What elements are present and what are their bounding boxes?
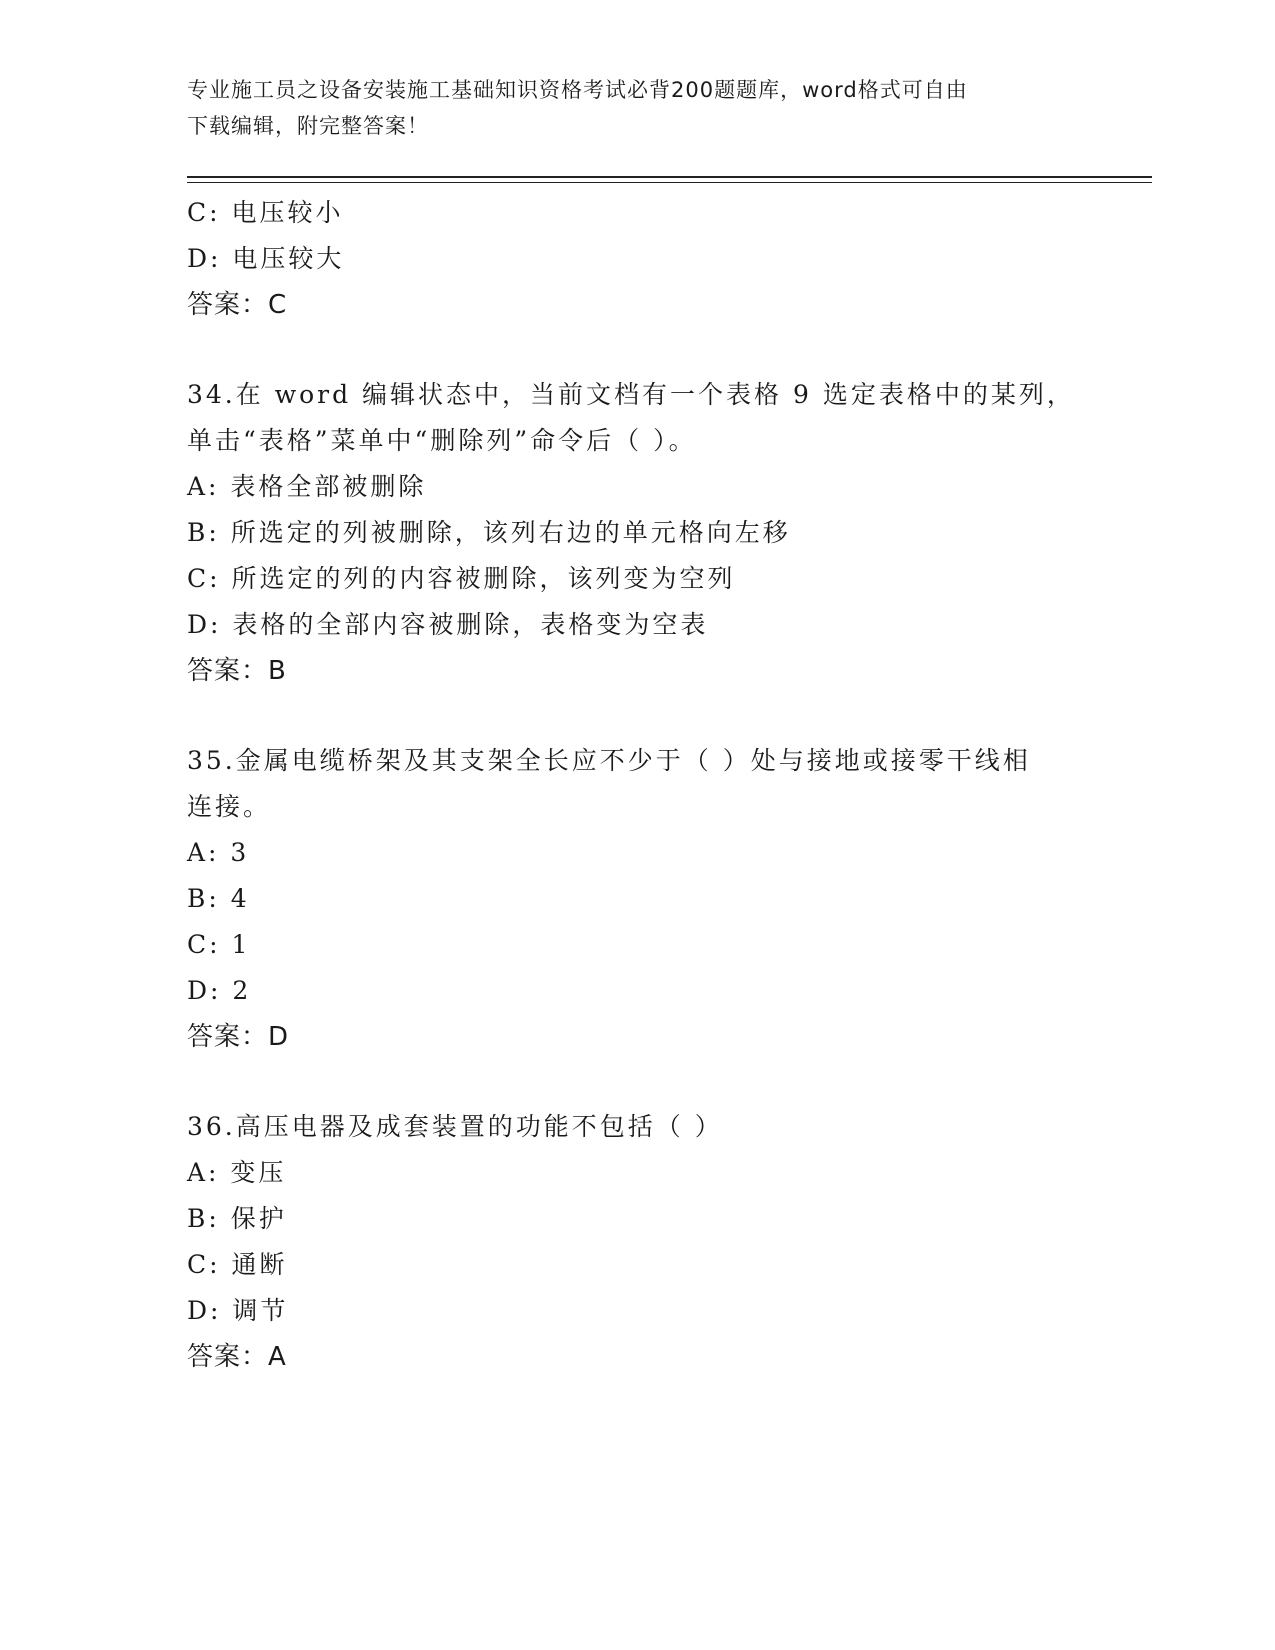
option-b: B: 4: [187, 884, 250, 913]
answer: 答案：C: [187, 290, 288, 320]
option-c: C: 1: [187, 930, 251, 959]
option-c: C: 电压较小: [187, 198, 344, 227]
option-a: A: 3: [187, 838, 250, 867]
answer: 答案：A: [187, 1342, 287, 1372]
header-title-line-1: 专业施工员之设备安装施工基础知识资格考试必背200题题库，word格式可自由: [187, 78, 968, 102]
header-title-line-2: 下载编辑，附完整答案！: [187, 114, 429, 138]
question-stem: 连接。: [187, 792, 272, 821]
question-stem: 34.在 word 编辑状态中，当前文档有一个表格 9 选定表格中的某列，: [187, 380, 1075, 409]
option-c: C: 通断: [187, 1250, 288, 1279]
option-a: A: 变压: [187, 1158, 287, 1187]
answer: 答案：B: [187, 656, 287, 686]
answer: 答案：D: [187, 1022, 290, 1052]
partial-question-33: [187, 190, 1087, 328]
question-stem: 单击“表格”菜单中“删除列”命令后（ ）。: [187, 426, 697, 455]
question-stem: 35.金属电缆桥架及其支架全长应不少于（ ）处与接地或接零干线相: [187, 746, 1031, 775]
question-34: [187, 372, 1087, 694]
question-stem: 36.高压电器及成套装置的功能不包括（ ）: [187, 1112, 723, 1141]
page-header: [187, 72, 1087, 144]
option-b: B: 所选定的列被删除，该列右边的单元格向左移: [187, 518, 791, 547]
header-divider: [187, 176, 1152, 178]
option-a: A: 表格全部被删除: [187, 472, 427, 501]
option-b: B: 保护: [187, 1204, 287, 1233]
option-d: D: 表格的全部内容被删除，表格变为空表: [187, 610, 709, 639]
option-c: C: 所选定的列的内容被删除，该列变为空列: [187, 564, 736, 593]
option-d: D: 电压较大: [187, 244, 345, 273]
question-36: [187, 1104, 1087, 1380]
header-divider-thin: [187, 182, 1152, 183]
question-35: [187, 738, 1087, 1060]
option-d: D: 2: [187, 976, 252, 1005]
option-d: D: 调节: [187, 1296, 289, 1325]
question-content: [187, 190, 1087, 1380]
